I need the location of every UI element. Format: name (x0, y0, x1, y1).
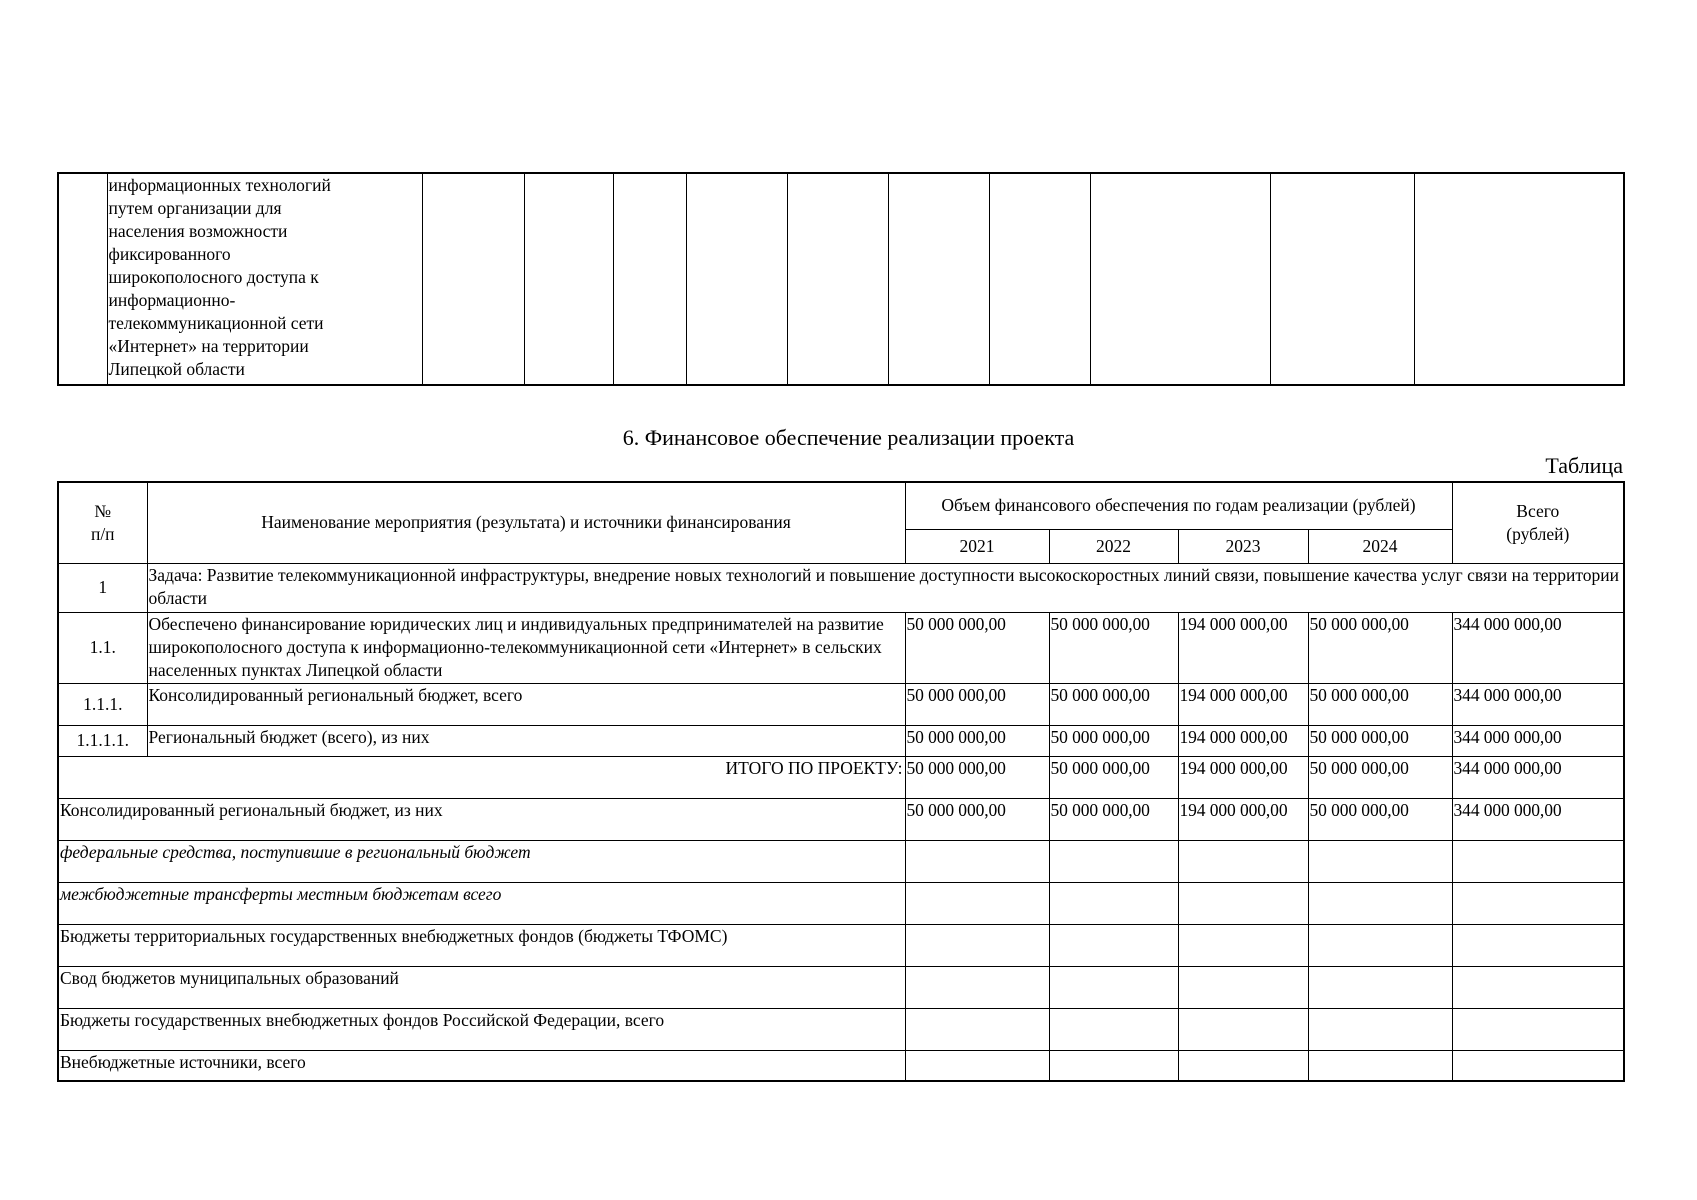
value-2021 (905, 1008, 1049, 1050)
value-2022: 50 000 000,00 (1049, 725, 1178, 756)
empty-cell (1414, 173, 1624, 385)
value-total: 344 000 000,00 (1452, 798, 1624, 840)
summary-name: межбюджетные трансферты местным бюджетам всего (58, 882, 905, 924)
summary-name: Внебюджетные источники, всего (58, 1050, 905, 1081)
value-total (1452, 882, 1624, 924)
value-2022: 50 000 000,00 (1049, 683, 1178, 725)
summary-name: Бюджеты территориальных государственных внебюджетных фондов (бюджеты ТФОМС) (58, 924, 905, 966)
value-2022: 50 000 000,00 (1049, 756, 1178, 798)
value-2022: 50 000 000,00 (1049, 612, 1178, 683)
empty-cell (58, 173, 107, 385)
value-total: 344 000 000,00 (1452, 756, 1624, 798)
value-2022 (1049, 1050, 1178, 1081)
value-2022 (1049, 840, 1178, 882)
value-2024 (1308, 1008, 1452, 1050)
value-2023: 194 000 000,00 (1178, 683, 1308, 725)
row-number: 1.1.1.1. (58, 725, 147, 756)
table-row (58, 683, 1624, 725)
empty-cell (422, 173, 524, 385)
continuation-description: информационных технологий путем организации для населения возможности фиксированного широкополосного доступа к информационно- телекоммуникационной сети «Интернет» на территории Липецкой области (107, 173, 422, 385)
section-title: 6. Финансовое обеспечение реализации проекта (622, 425, 1075, 450)
header-total: Всего (рублей) (1452, 482, 1624, 563)
row-name: Консолидированный региональный бюджет, всего (147, 683, 905, 725)
total-label: ИТОГО ПО ПРОЕКТУ: (58, 756, 905, 798)
empty-cell (524, 173, 613, 385)
header-row (58, 482, 1624, 529)
value-2022: 50 000 000,00 (1049, 798, 1178, 840)
header-year: 2021 (905, 529, 1049, 563)
summary-name: Консолидированный региональный бюджет, из них (58, 798, 905, 840)
value-total (1452, 1008, 1624, 1050)
value-2024: 50 000 000,00 (1308, 756, 1452, 798)
summary-row (58, 798, 1624, 840)
value-2023 (1178, 1050, 1308, 1081)
empty-cell (888, 173, 989, 385)
summary-name: федеральные средства, поступившие в региональный бюджет (58, 840, 905, 882)
value-2021: 50 000 000,00 (905, 612, 1049, 683)
value-2024 (1308, 1050, 1452, 1081)
value-total (1452, 924, 1624, 966)
value-2023 (1178, 1008, 1308, 1050)
summary-row (58, 1050, 1624, 1081)
value-2023 (1178, 924, 1308, 966)
table-row (58, 612, 1624, 683)
value-2023: 194 000 000,00 (1178, 725, 1308, 756)
empty-cell (613, 173, 686, 385)
empty-cell (686, 173, 787, 385)
summary-name: Свод бюджетов муниципальных образований (58, 966, 905, 1008)
header-name: Наименование мероприятия (результата) и источники финансирования (147, 482, 905, 563)
empty-cell (989, 173, 1090, 385)
value-2021 (905, 924, 1049, 966)
summary-row (58, 966, 1624, 1008)
value-2021 (905, 840, 1049, 882)
row-name: Обеспечено финансирование юридических лиц и индивидуальных предпринимателей на развитие широкополосного доступа к информационно-телекоммуникационной сети «Интернет» в сельских населенных пунктах Липецкой области (147, 612, 905, 683)
value-2022 (1049, 882, 1178, 924)
value-2024 (1308, 882, 1452, 924)
value-2023: 194 000 000,00 (1178, 612, 1308, 683)
row-number: 1.1. (58, 612, 147, 683)
value-2022 (1049, 966, 1178, 1008)
summary-name: Бюджеты государственных внебюджетных фондов Российской Федерации, всего (58, 1008, 905, 1050)
header-year: 2024 (1308, 529, 1452, 563)
row-name: Региональный бюджет (всего), из них (147, 725, 905, 756)
value-2021 (905, 966, 1049, 1008)
value-2023 (1178, 882, 1308, 924)
summary-row (58, 1008, 1624, 1050)
value-2024: 50 000 000,00 (1308, 683, 1452, 725)
value-2021: 50 000 000,00 (905, 798, 1049, 840)
value-2021: 50 000 000,00 (905, 683, 1049, 725)
value-2024: 50 000 000,00 (1308, 612, 1452, 683)
table-row (58, 725, 1624, 756)
row-number: 1 (58, 563, 147, 612)
value-2023: 194 000 000,00 (1178, 798, 1308, 840)
finance-table (57, 481, 1625, 1082)
value-2022 (1049, 924, 1178, 966)
task-text: Задача: Развитие телекоммуникационной инфраструктуры, внедрение новых технологий и повышение доступности высокоскоростных линий связи, повышение качества услуг связи на территории области (147, 563, 1624, 612)
value-total: 344 000 000,00 (1452, 683, 1624, 725)
value-2022 (1049, 1008, 1178, 1050)
summary-row (58, 882, 1624, 924)
empty-cell (787, 173, 888, 385)
header-volume: Объем финансового обеспечения по годам реализации (рублей) (905, 482, 1452, 529)
total-row (58, 756, 1624, 798)
header-num: № п/п (58, 482, 147, 563)
value-2023: 194 000 000,00 (1178, 756, 1308, 798)
value-2024 (1308, 924, 1452, 966)
value-2024 (1308, 966, 1452, 1008)
row-number: 1.1.1. (58, 683, 147, 725)
summary-row (58, 840, 1624, 882)
value-total (1452, 840, 1624, 882)
header-year: 2022 (1049, 529, 1178, 563)
value-2021 (905, 882, 1049, 924)
task-row (58, 563, 1624, 612)
value-2024 (1308, 840, 1452, 882)
summary-row (58, 924, 1624, 966)
value-total: 344 000 000,00 (1452, 612, 1624, 683)
value-2021 (905, 1050, 1049, 1081)
value-2024: 50 000 000,00 (1308, 798, 1452, 840)
value-total: 344 000 000,00 (1452, 725, 1624, 756)
value-total (1452, 966, 1624, 1008)
value-2023 (1178, 840, 1308, 882)
value-2021: 50 000 000,00 (905, 756, 1049, 798)
previous-table-continuation (57, 172, 1625, 386)
continuation-row (58, 173, 1624, 385)
value-total (1452, 1050, 1624, 1081)
empty-cell (1270, 173, 1414, 385)
table-label: Таблица (1545, 453, 1623, 478)
value-2021: 50 000 000,00 (905, 725, 1049, 756)
value-2023 (1178, 966, 1308, 1008)
header-year: 2023 (1178, 529, 1308, 563)
empty-cell (1090, 173, 1270, 385)
value-2024: 50 000 000,00 (1308, 725, 1452, 756)
